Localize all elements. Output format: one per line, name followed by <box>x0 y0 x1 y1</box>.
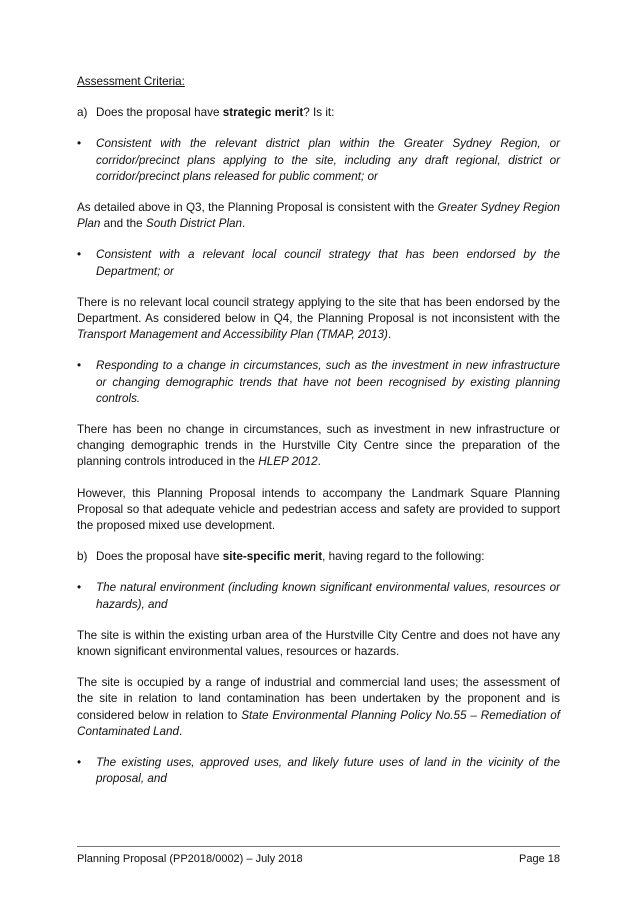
footer-page-number: Page 18 <box>519 853 560 865</box>
paragraph-6 <box>77 675 560 740</box>
paragraph-2-post: . <box>387 328 392 342</box>
paragraph-1 <box>77 200 560 232</box>
paragraph-1-pre: As detailed above in Q3, the Planning Proposal is consistent with the <box>77 201 438 215</box>
criteria-bullet-4-text: The natural environment (including known significant environmental values, resources or hazards), and <box>96 581 560 611</box>
paragraph-1-ref-2: South District Plan <box>145 217 243 231</box>
section-heading <box>77 74 560 90</box>
question-b-pre: Does the proposal have <box>96 550 223 564</box>
question-a-post: ? Is it: <box>303 106 335 120</box>
paragraph-2 <box>77 295 560 344</box>
question-a-bold: strategic merit <box>222 106 304 120</box>
paragraph-1-mid: and the <box>100 217 146 231</box>
criteria-bullet-3-text: Responding to a change in circumstances, such as the investment in new infrastructure or changing demographic trends that have not been recognised by existing planning controls. <box>96 359 560 405</box>
criteria-bullet-5 <box>77 755 560 787</box>
paragraph-3-post: . <box>317 455 321 469</box>
document-body <box>77 74 560 803</box>
criteria-bullet-3 <box>77 358 560 407</box>
question-a <box>77 105 560 121</box>
bullet-marker: • <box>77 756 82 770</box>
bullet-marker: • <box>77 137 82 151</box>
heading-colon: : <box>181 75 185 88</box>
question-b-text <box>96 549 560 565</box>
question-b <box>77 549 560 565</box>
question-a-text <box>96 105 560 121</box>
bullet-marker: • <box>77 359 82 373</box>
question-a-pre: Does the proposal have <box>96 106 223 120</box>
paragraph-1-post: . <box>242 217 246 231</box>
footer-document-title: Planning Proposal (PP2018/0002) – July 2018 <box>77 853 303 865</box>
question-b-post: , having regard to the following: <box>322 550 485 564</box>
paragraph-3 <box>77 422 560 471</box>
paragraph-3-pre: There has been no change in circumstances, such as investment in new infrastructure or changing demographic trends in the Hurstville City Centre since the preparation of the planning controls introduced in the <box>77 423 560 469</box>
criteria-bullet-1-text: Consistent with the relevant district plan within the Greater Sydney Region, or corridor/precinct plans applying to the site, including any draft regional, district or corridor/precinct plans released for public comment; or <box>96 137 560 183</box>
question-b-label: b) <box>77 550 88 564</box>
bullet-marker: • <box>77 248 82 262</box>
paragraph-2-ref: Transport Management and Accessibility Plan (TMAP, 2013) <box>77 328 388 342</box>
paragraph-3-ref: HLEP 2012 <box>258 455 318 469</box>
paragraph-6-ref: State Environmental Planning Policy No.55 – Remediation of Contaminated Land <box>77 708 560 738</box>
paragraph-1-ref-1: Greater Sydney Region Plan <box>77 201 560 231</box>
criteria-bullet-2-text: Consistent with a relevant local council strategy that has been endorsed by the Department; or <box>96 248 560 278</box>
question-a-label: a) <box>77 106 88 120</box>
paragraph-6-post: . <box>179 724 183 738</box>
paragraph-5: The site is within the existing urban area of the Hurstville City Centre and does not have any known significant environmental values, resources or hazards. <box>77 628 560 659</box>
heading-text: Assessment Criteria <box>77 75 182 88</box>
question-b-bold: site-specific merit <box>222 550 323 564</box>
page-footer <box>77 846 560 867</box>
criteria-bullet-5-text: The existing uses, approved uses, and likely future uses of land in the vicinity of the proposal, and <box>96 756 560 786</box>
bullet-marker: • <box>77 581 82 595</box>
criteria-bullet-4 <box>77 580 560 612</box>
paragraph-4: However, this Planning Proposal intends to accompany the Landmark Square Planning Proposal so that adequate vehicle and pedestrian access and safety are provided to support the proposed mixed use development. <box>77 486 560 533</box>
paragraph-2-pre: There is no relevant local council strategy applying to the site that has been endorsed by the Department. As considered below in Q4, the Planning Proposal is not inconsistent with the <box>77 295 560 326</box>
criteria-bullet-2 <box>77 247 560 279</box>
paragraph-6-pre: The site is occupied by a range of industrial and commercial land uses; the assessment of the site in relation to land contamination has been undertaken by the proponent and is considered below in relation to <box>77 676 560 722</box>
criteria-bullet-1 <box>77 136 560 185</box>
